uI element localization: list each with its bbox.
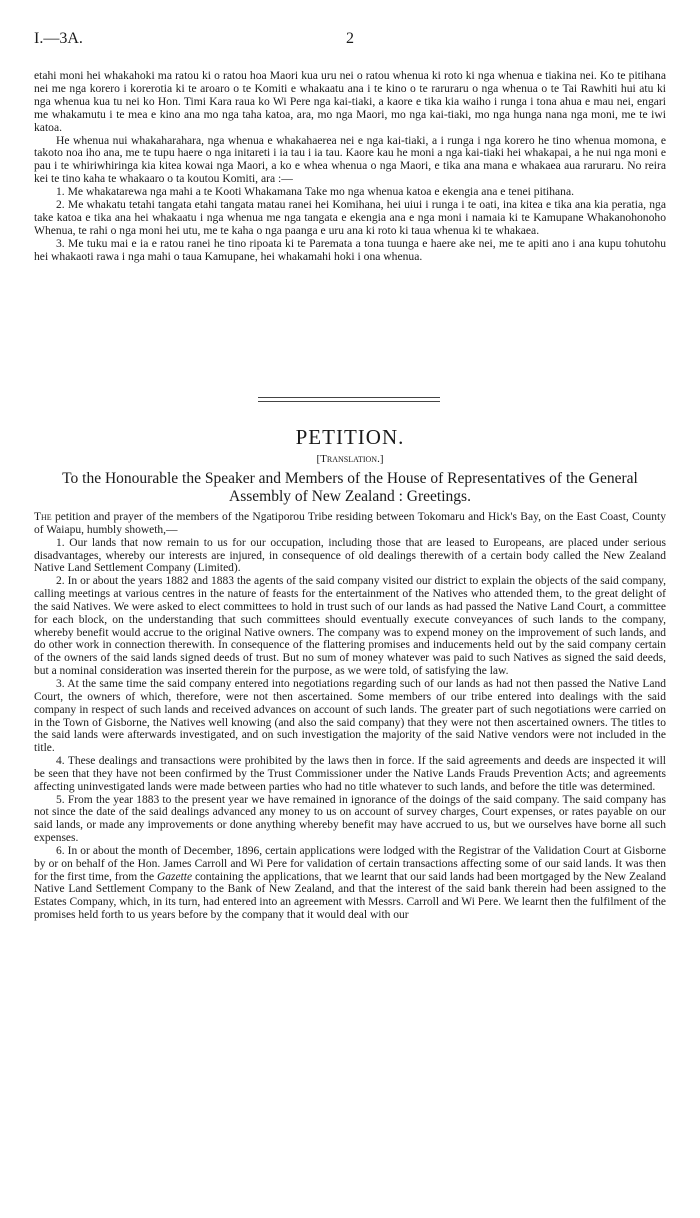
- document-reference: I.—3A.: [34, 30, 83, 47]
- petition-paragraph: 2. In or about the years 1882 and 1883 the agents of the said company visited our district to explain the objects of the said company, calling meetings at various centres in the nature of feasts for the entertainment of the Natives who attended them, to the great delight of the said Natives. We were asked to elect committees to hold in trust such of our lands as had passed the Native Land Court, a committee for each block, on the understanding that such committees should eventually execute conveyances of such lands to the company, whereby benefit would accrue to the original Native owners. The company was to expend money on the improvement of such lands, and do other work in connection therewith. In consequence of the flattering promises and inducements held out by the said company certain of the owners of the said lands signed deeds of trust. But no sum of money whatever was paid to such Natives as signed the said deeds, but a nominal consideration was inserted therein for the purpose, as we were told, of satisfying the law.: [34, 575, 666, 678]
- section-divider: [258, 397, 440, 402]
- petition-paragraph: [34, 845, 666, 922]
- maori-paragraph: etahi moni hei whakahoki ma ratou ki o ratou hoa Maori kua uru nei o ratou whenua ki roto ki nga whenua e tiakina nei. Ko te pitihana nei me nga korero i korerotia ki te aroaro o te Komiti e whakaatu ana i te kino o te raruraru o nga whenua o te Tai Rawhiti hui atu ki nga whenua kua tu nei ko Hon. Timi Kara raua ko Wi Pere nga kai-tiaki, a kaore e tika kia waiho i runga i tona ahua e mau nei, engari me whakamutu i te mea e kino ana mo nga taha katoa, ara, mo nga Maori, mo nga kai-tiaki, mo nga hunga nana nga moni, me te iwi katoa.: [34, 69, 666, 134]
- maori-paragraph: 1. Me whakatarewa nga mahi a te Kooti Whakamana Take mo nga whenua katoa e ekengia ana e tenei pitihana.: [56, 185, 575, 199]
- petition-title: PETITION.: [295, 425, 405, 449]
- paragraph-6-text-b: containing the applications, that we learnt that our said lands had been mortgaged by the New Zealand Native Land Settlement Company to the Bank of New Zealand, and that the interest of the said bank therein had been assigned to the Estates Company, which, in its turn, had entered into an agreement with Messrs. Carroll and Wi Pere. We learnt then the fulfilment of the promises held forth to us years before by the company that it would deal with our: [34, 870, 666, 922]
- petition-text-section: [34, 511, 666, 922]
- petition-address: To the Honourable the Speaker and Members of the House of Representatives of the General Assembly of New Zealand : Greetings.: [62, 470, 638, 505]
- maori-paragraph: 3. Me tuku mai e ia e ratou ranei he tino ripoata ki te Paremata a tona tuunga e haere ake nei, me te apiti ano i ana kupu tohutohu hei whakaoti rawa i nga mahi o taua Kamupane, hei whakamahi hoki i ona whenua.: [34, 236, 666, 263]
- petition-subtitle: [Translation.]: [316, 453, 384, 465]
- petition-opening: [34, 511, 666, 537]
- petition-paragraph: 3. At the same time the said company entered into negotiations regarding such of our lands as had not then passed the Native Land Court, the owners of which, therefore, were not then ascertained. Some members of our tribe entered into dealings with the said company in respect of such lands and received advances on account of such lands. The greater part of such negotiations were carried on in the Town of Gisborne, the Natives well knowing (and also the said company) that they were not then ascertained owners. The titles to the said lands were afterwards investigated, and on such investigation the majority of the said Native vendors were not included in the title.: [34, 677, 666, 755]
- maori-text-section: [34, 70, 666, 264]
- paragraph-6-text-a: 6. In or about the month of December, 1896, certain applications were lodged with the Registrar of the Validation Court at Gisborne by or on behalf of the Hon. James Carroll and Wi Pere for validation of certain transactions affecting some of our said lands. It was then for the first time, from the: [34, 844, 666, 883]
- maori-paragraph: He whenua nui whakaharahara, nga whenua e whakahaerea nei e nga kai-tiaki, a i runga i nga korero he tino whenua momona, e takoto noa iho ana, me te tupu haere o nga initareti i ia tau i ia tau. Kaore kau he moni a nga kai-tiaki hei whakapai, a he nui nga moni e pau i te whiriwhiringa kia kitea kowai nga Maori, a ko e whea whenua o nga Maori, e tika ana mana e whakaea aua raruraru. No reira kei te tino kaha te whakaaro o ta koutou Komiti, ara :—: [34, 133, 666, 186]
- petition-paragraph: 5. From the year 1883 to the present year we have remained in ignorance of the doings of the said company. The said company has not since the date of the said dealings advanced any money to us on account of survey charges, Court expenses, or rates payable on our said lands, or made any improvements or done anything whereby benefit may have accrued to us, but we ourselves have borne all such expenses.: [34, 793, 666, 845]
- gazette-reference: Gazette: [156, 870, 193, 883]
- page-number: 2: [346, 30, 354, 47]
- petition-opening-lead: The: [34, 511, 52, 523]
- maori-paragraph: 2. Me whakatu tetahi tangata etahi tangata matau ranei hei Komihana, hei uiui i runga i te oati, ina kitea e tika ana kia peratia, nga take katoa e tika ana hei whakaatu i nga whenua me nga tangata e ekengia ana e nga moni i namaia ki te Kamupane Whakanohonoho Whenua, te rahi o nga moni hei utu, me te kaha o nga paanga e uru ana ki roto ki taua whenua ki te whakaea.: [34, 198, 666, 237]
- petition-opening-rest: petition and prayer of the members of the Ngatiporou Tribe residing between Tokomaru and Hick's Bay, on the East Coast, County of Waiapu, humbly showeth,—: [34, 511, 666, 536]
- petition-paragraph: 1. Our lands that now remain to us for our occupation, including those that are leased to Europeans, are placed under serious disadvantages, whereby our interests are injured, in consequence of old dealings therewith of a certain body called the New Zealand Native Land Settlement Company (Limited).: [34, 536, 666, 575]
- petition-paragraph: 4. These dealings and transactions were prohibited by the laws then in force. If the said agreements and deeds are inspected it will be seen that they have not been confirmed by the Trust Commissioner under the Native Lands Frauds Prevention Acts; and agreements affecting uninvestigated lands were made between parties who had no title whatever to such lands, and before the title was determined.: [34, 755, 666, 793]
